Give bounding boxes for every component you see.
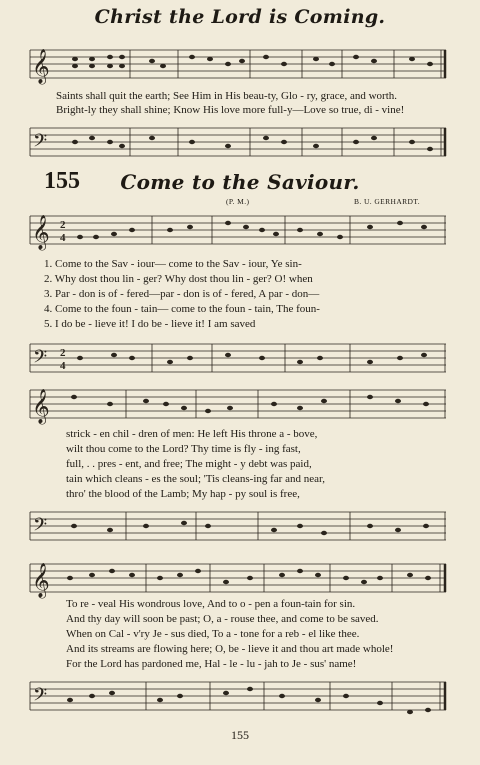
system3-bass-staff (0, 672, 480, 722)
system3-verse-2: And thy day will soon be past; O, a - rouse thee, and come to be saved. (66, 613, 379, 625)
system1-verse-4: 4. Come to the foun - tain— come to the foun - tain, The foun- (44, 303, 320, 315)
system3-verse-3: When on Cal - v'ry Je - sus died, To a - tone for a reb - el like thee. (66, 628, 360, 640)
top-bass-staff (0, 116, 480, 166)
hymn-number: 155 (44, 168, 80, 194)
svg-text:𝄞: 𝄞 (32, 563, 50, 598)
top-hymn-title: Christ the Lord is Coming. (94, 6, 386, 28)
system2-verse-3: full, . . pres - ent, and free; The might - y debt was paid, (66, 458, 312, 470)
hymn-composer: B. U. GERHARDT. (354, 197, 421, 206)
system1-treble-staff (0, 206, 480, 254)
system3-verse-4: And its streams are flowing here; O, be - lieve it and thou art made whole! (66, 643, 394, 655)
system2-bass-staff (0, 502, 480, 548)
system3-verse-5: For the Lord has pardoned me, Hal - le - lu - jah to Je - sus' name! (66, 658, 357, 670)
top-lyric-line-1: Saints shall quit the earth; See Him in His beau-ty, Glo - ry, grace, and worth. (56, 90, 398, 102)
system1-verse-5: 5. I do be - lieve it! I do be - lieve it! I am saved (44, 318, 256, 330)
system1-verse-3: 3. Par - don is of - fered—par - don is of - fered, A par - don— (44, 288, 320, 300)
system2-verse-5: thro' the blood of the Lamb; My hap - py soul is free, (66, 488, 300, 500)
system3-verse-1: To re - veal His wondrous love, And to o - pen a foun-tain for sin. (66, 598, 356, 610)
system1-bass-staff (0, 334, 480, 380)
system2-verse-4: tain which cleans - es the soul; 'Tis cleans-ing far and near, (66, 473, 325, 485)
hymn-meter: (P. M.) (226, 197, 250, 206)
svg-text:𝄢: 𝄢 (33, 685, 48, 710)
system1-verse-1: 1. Come to the Sav - iour— come to the Sav - iour, Ye sin- (44, 258, 302, 270)
top-lyric-line-2: Bright-ly they shall shine; Know His love more full-y—Love so true, di - vine! (56, 104, 405, 116)
system2-verse-1: strick - en chil - dren of men: He left His throne a - bove, (66, 428, 318, 440)
svg-text:𝄞: 𝄞 (32, 49, 50, 84)
svg-text:𝄢: 𝄢 (33, 131, 48, 156)
svg-text:𝄢: 𝄢 (33, 515, 48, 540)
svg-text:2: 2 (60, 347, 66, 359)
system1-verse-2: 2. Why dost thou lin - ger? Why dost thou lin - ger? O! when (44, 273, 313, 285)
system2-treble-staff (0, 380, 480, 426)
hymn-title: Come to the Saviour. (120, 170, 360, 194)
svg-text:2: 2 (60, 219, 66, 231)
page-number: 155 (231, 728, 249, 742)
svg-text:4: 4 (60, 232, 66, 244)
svg-text:𝄞: 𝄞 (32, 215, 50, 250)
system2-verse-2: wilt thou come to the Lord? Thy time is fly - ing fast, (66, 443, 301, 455)
svg-text:𝄞: 𝄞 (32, 389, 50, 424)
svg-text:4: 4 (60, 360, 66, 372)
system3-treble-staff (0, 554, 480, 600)
svg-text:𝄢: 𝄢 (33, 347, 48, 372)
